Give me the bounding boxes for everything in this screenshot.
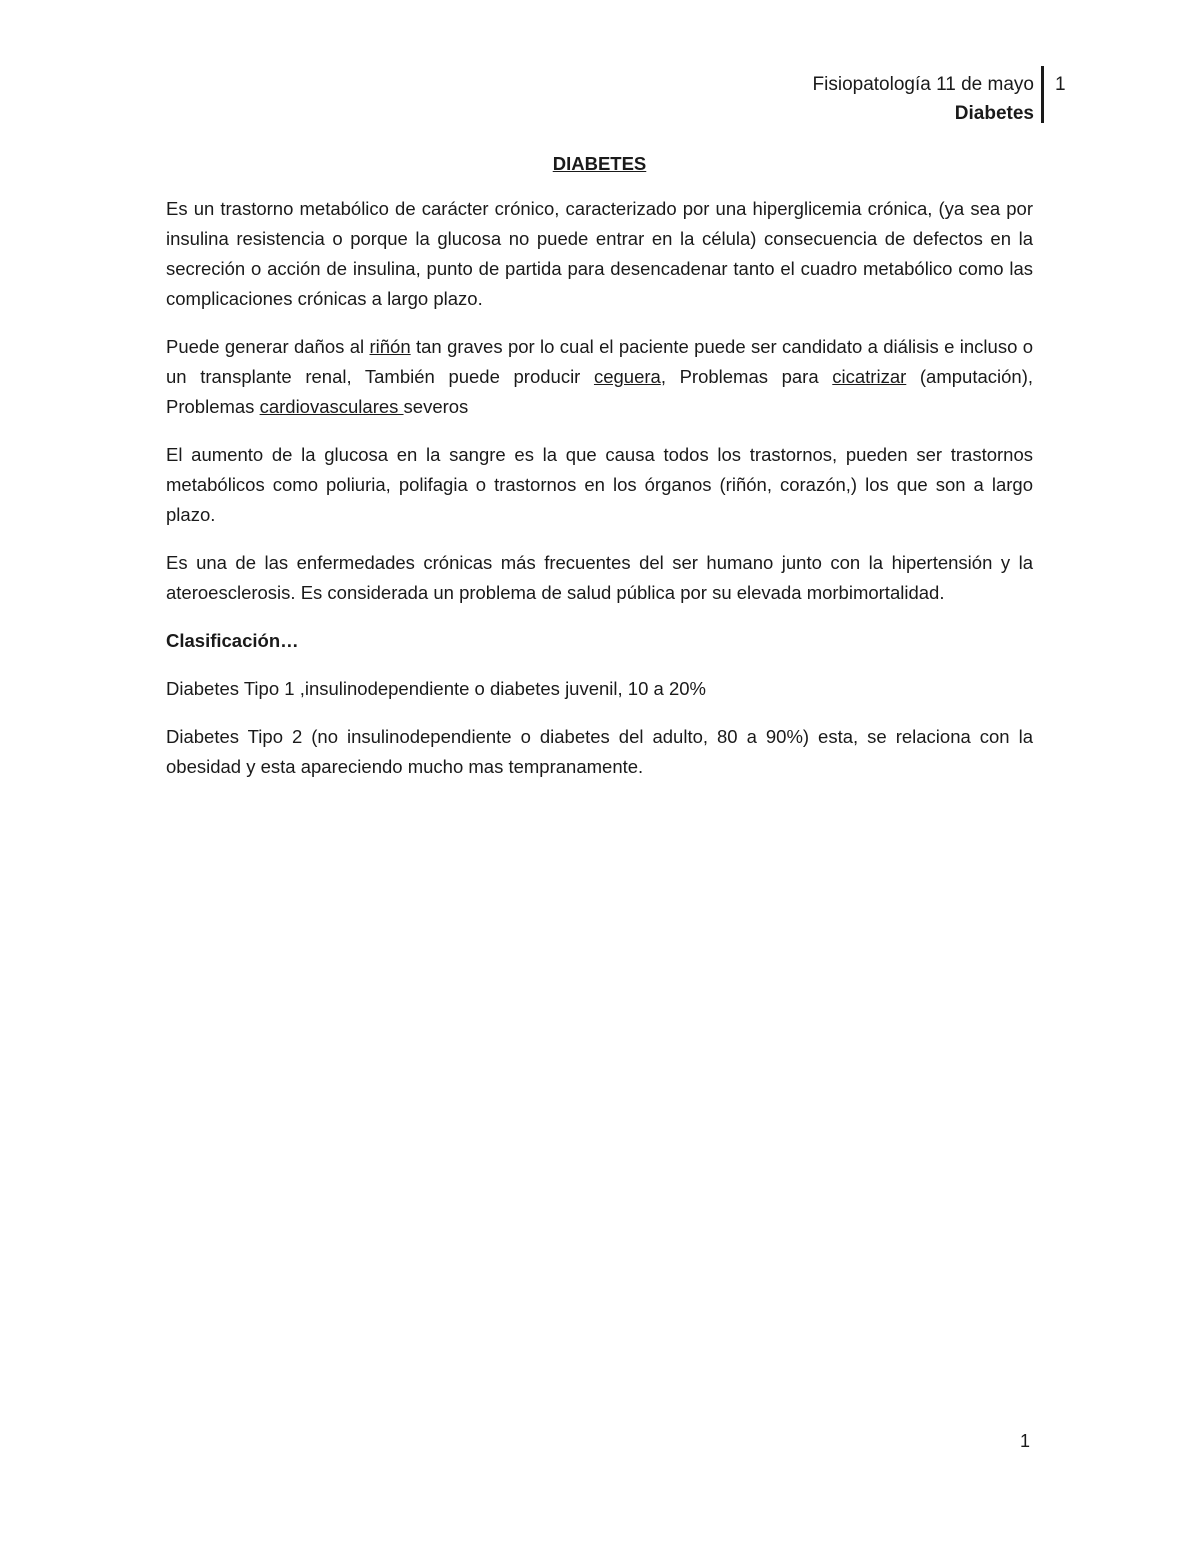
complications-text-3: , Problemas para <box>660 366 833 387</box>
paragraph-glucose: El aumento de la glucosa en la sangre es la que causa todos los trastornos, pueden ser trastornos metabólicos como poliuria, polifagia o trastornos en los órganos (riñón, corazón,) los que son a largo plazo. <box>166 444 1033 525</box>
classification-heading: Clasificación… <box>166 630 299 651</box>
header-doc-title: Diabetes <box>954 103 1034 124</box>
complications-text-1: Puede generar daños al <box>166 336 370 357</box>
header-subject: Fisiopatología <box>812 74 931 95</box>
underlined-ceguera: ceguera <box>593 366 661 387</box>
complications-text-5: severos <box>403 396 469 417</box>
complications-text-2: tan graves por lo cual el paciente puede ser candidato a diálisis e incluso o un transplante renal, También puede producir <box>166 336 1034 387</box>
footer-page-number: 1 <box>1020 1431 1031 1451</box>
paragraph-type-1: Diabetes Tipo 1 ,insulinodependiente o diabetes juvenil, 10 a 20% <box>166 678 706 699</box>
paragraph-type-2: Diabetes Tipo 2 (no insulinodependiente o diabetes del adulto, 80 a 90%) esta, se relaciona con la obesidad y esta apareciendo mucho mas tempranamente. <box>166 726 1033 777</box>
paragraph-definition: Es un trastorno metabólico de carácter crónico, caracterizado por una hiperglicemia crónica, (ya sea por insulina resistencia o porque la glucosa no puede entrar en la célula) consecuencia de defectos en la secreción o acción de insulina, punto de partida para desencadenar tanto el cuadro metabólico como las complicaciones crónicas a largo plazo. <box>166 198 1033 309</box>
header-page-number: 1 <box>1055 74 1066 95</box>
document-body <box>166 150 1033 800</box>
complications-text-4: (amputación), Problemas <box>166 366 1034 417</box>
header-date: 11 de mayo <box>936 74 1034 95</box>
underlined-cardiovasculares: cardiovasculares <box>259 396 404 417</box>
underlined-cicatrizar: cicatrizar <box>832 366 907 387</box>
document-title: DIABETES <box>552 153 647 174</box>
underlined-rinon: riñón <box>369 336 411 357</box>
page-header <box>813 70 1034 128</box>
header-divider <box>1041 66 1044 123</box>
paragraph-complications <box>166 332 1033 422</box>
paragraph-frequency: Es una de las enfermedades crónicas más frecuentes del ser humano junto con la hipertensión y la ateroesclerosis. Es considerada un problema de salud pública por su elevada morbimortalidad. <box>166 552 1033 603</box>
header-subject-line <box>813 70 1034 99</box>
